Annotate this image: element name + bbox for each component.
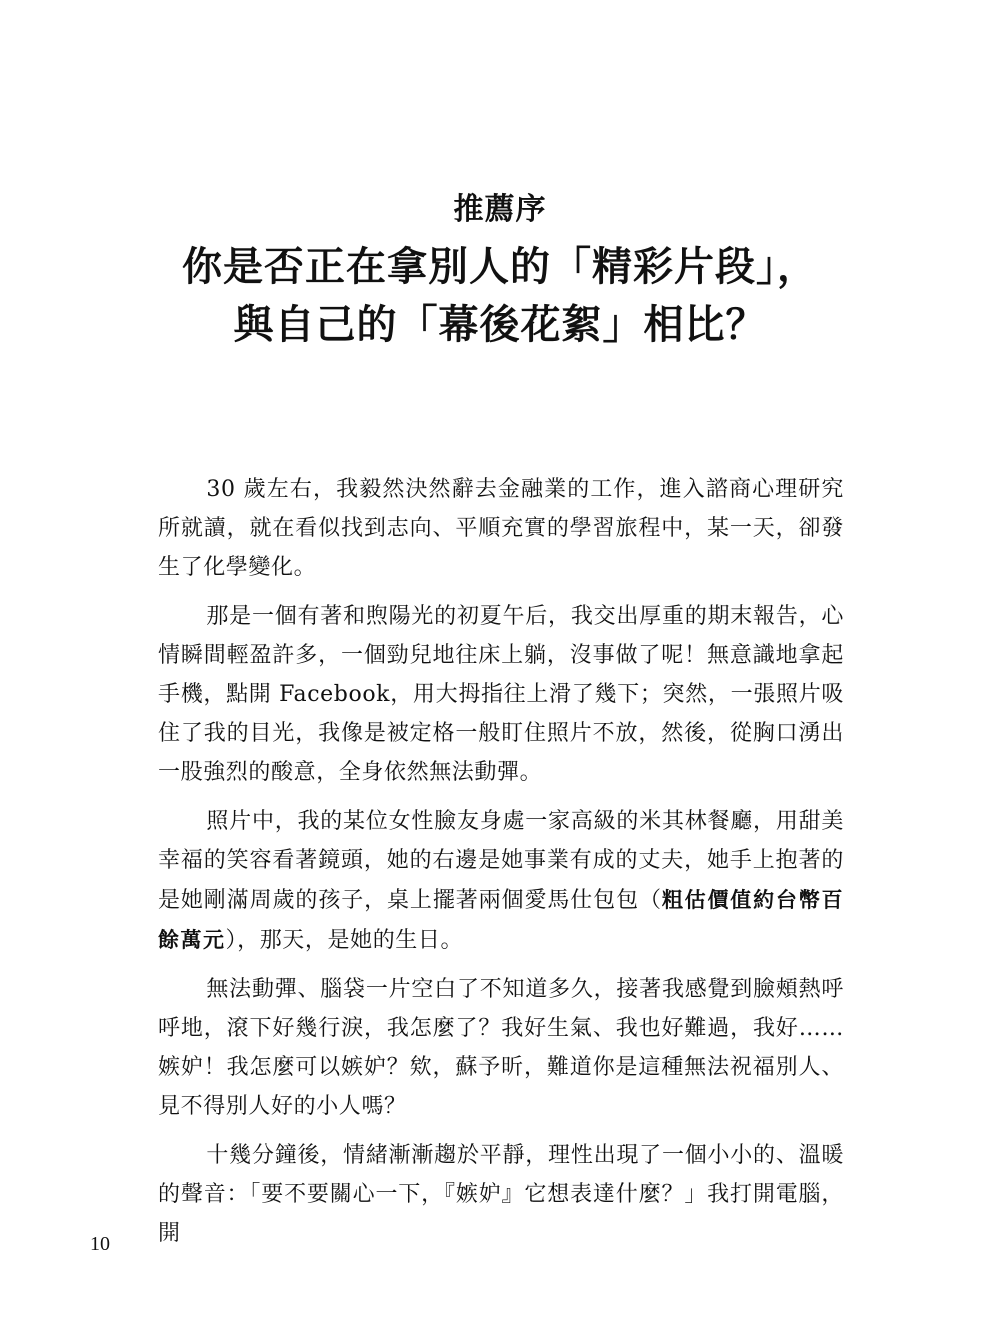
paragraph-3 xyxy=(158,802,844,960)
body-text xyxy=(158,470,844,1263)
page-number: 10 xyxy=(90,1233,110,1255)
paragraph-5: 十幾分鐘後，情緒漸漸趨於平靜，理性出現了一個小小的、溫暖的聲音：「要不要關心一下，『嫉妒』它想表達什麼？」我打開電腦，開 xyxy=(158,1143,844,1246)
paragraph-4: 無法動彈、腦袋一片空白了不知道多久，接著我感覺到臉頰熱呼呼地，滾下好幾行淚，我怎麼了？我好生氣、我也好難過，我好……嫉妒！我怎麼可以嫉妒？欸，蘇予昕，難道你是這種無法祝福別人、見不得別人好的小人嗎？ xyxy=(158,977,844,1119)
paragraph-2: 那是一個有著和煦陽光的初夏午后，我交出厚重的期末報告，心情瞬間輕盈許多，一個勁兒地往床上躺，沒事做了呢！無意識地拿起手機，點開 Facebook，用大拇指往上滑了幾下；突然，一張照片吸住了我的目光，我像是被定格一般盯住照片不放，然後，從胸口湧出一股強烈的酸意，全身依然無法動彈。 xyxy=(158,604,844,785)
section-kicker: 推薦序 xyxy=(453,192,547,227)
paragraph-1: 30 歲左右，我毅然決然辭去金融業的工作，進入諮商心理研究所就讀，就在看似找到志向、平順充實的學習旅程中，某一天，卻發生了化學變化。 xyxy=(158,477,844,580)
title-line-2: 與自己的「幕後花絮」相比？ xyxy=(233,301,767,348)
paragraph-3-end: ），那天，是她的生日。 xyxy=(225,928,464,953)
price-note: 粗估價值約台幣百餘萬元 xyxy=(158,887,844,952)
chapter-title xyxy=(0,238,1000,354)
paragraph-3-main: 照片中，我的某位女性臉友身處一家高級的米其林餐廳，用甜美幸福的笑容看著鏡頭，她的右邊是她事業有成的丈夫，她手上抱著的是她剛滿周歲的孩子，桌上擺著兩個愛馬仕包包（ xyxy=(158,809,844,913)
title-line-1: 你是否正在拿別人的「精彩片段」， xyxy=(182,243,818,290)
